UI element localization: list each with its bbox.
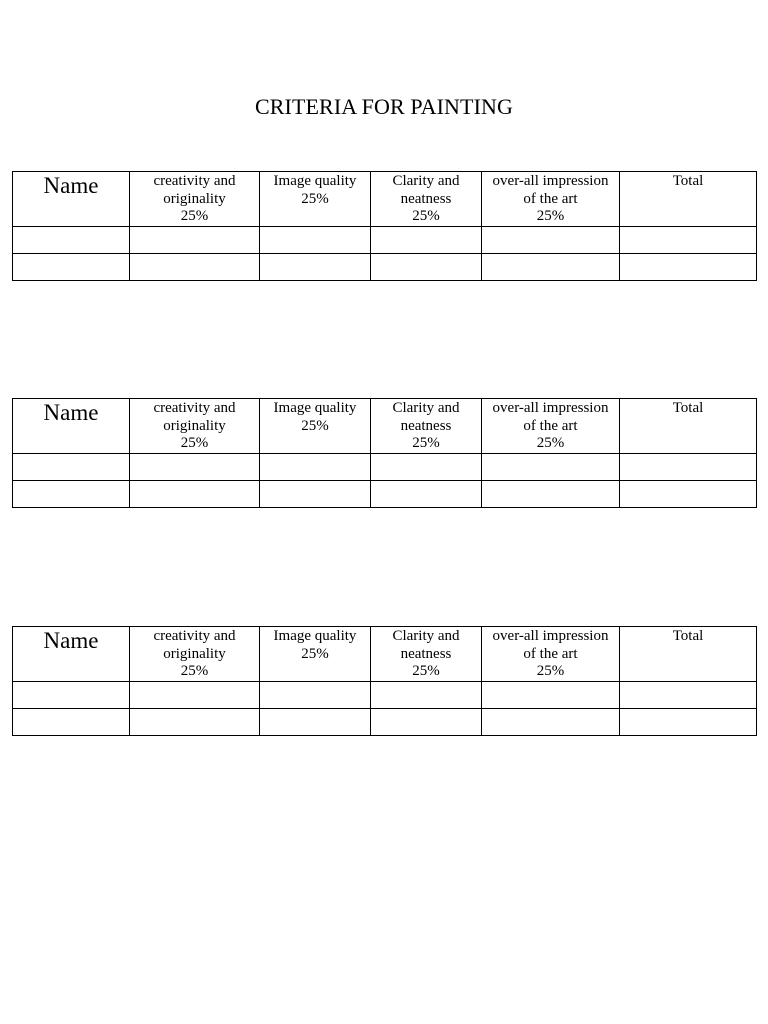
- name-cell[interactable]: [13, 682, 130, 709]
- clarity-cell[interactable]: [371, 682, 482, 709]
- total-cell[interactable]: [620, 682, 757, 709]
- table-row: [13, 682, 757, 709]
- clarity-header: Clarity and neatness 25%: [371, 627, 482, 682]
- header-row: [13, 627, 757, 682]
- impression-cell[interactable]: [482, 709, 620, 736]
- creativity-cell[interactable]: [130, 254, 260, 281]
- header-row: [13, 399, 757, 454]
- name-cell[interactable]: [13, 481, 130, 508]
- image-quality-cell[interactable]: [260, 709, 371, 736]
- total-cell[interactable]: [620, 254, 757, 281]
- creativity-header: creativity and originality 25%: [130, 627, 260, 682]
- name-header: Name: [13, 627, 130, 682]
- name-cell[interactable]: [13, 709, 130, 736]
- header-row: [13, 172, 757, 227]
- image-quality-header: Image quality 25%: [260, 627, 371, 682]
- creativity-cell[interactable]: [130, 227, 260, 254]
- image-quality-cell[interactable]: [260, 227, 371, 254]
- table-row: [13, 454, 757, 481]
- impression-header: over-all impression of the art 25%: [482, 172, 620, 227]
- page-title: CRITERIA FOR PAINTING: [255, 94, 513, 119]
- impression-cell[interactable]: [482, 481, 620, 508]
- name-cell[interactable]: [13, 454, 130, 481]
- clarity-cell[interactable]: [371, 227, 482, 254]
- total-cell[interactable]: [620, 709, 757, 736]
- criteria-table-3: [12, 626, 757, 736]
- total-cell[interactable]: [620, 481, 757, 508]
- image-quality-cell[interactable]: [260, 481, 371, 508]
- impression-cell[interactable]: [482, 254, 620, 281]
- creativity-cell[interactable]: [130, 709, 260, 736]
- total-header: Total: [620, 627, 757, 682]
- image-quality-header: Image quality 25%: [260, 172, 371, 227]
- name-header: Name: [13, 399, 130, 454]
- clarity-cell[interactable]: [371, 454, 482, 481]
- criteria-table-2: [12, 398, 757, 508]
- clarity-cell[interactable]: [371, 481, 482, 508]
- creativity-cell[interactable]: [130, 481, 260, 508]
- table-row: [13, 254, 757, 281]
- clarity-cell[interactable]: [371, 254, 482, 281]
- image-quality-cell[interactable]: [260, 454, 371, 481]
- name-cell[interactable]: [13, 227, 130, 254]
- table-row: [13, 481, 757, 508]
- total-cell[interactable]: [620, 454, 757, 481]
- image-quality-cell[interactable]: [260, 682, 371, 709]
- creativity-cell[interactable]: [130, 682, 260, 709]
- impression-header: over-all impression of the art 25%: [482, 627, 620, 682]
- creativity-header: creativity and originality 25%: [130, 399, 260, 454]
- impression-header: over-all impression of the art 25%: [482, 399, 620, 454]
- table-row: [13, 227, 757, 254]
- total-header: Total: [620, 172, 757, 227]
- image-quality-header: Image quality 25%: [260, 399, 371, 454]
- creativity-cell[interactable]: [130, 454, 260, 481]
- criteria-table-1: [12, 171, 757, 281]
- clarity-header: Clarity and neatness 25%: [371, 399, 482, 454]
- total-header: Total: [620, 399, 757, 454]
- impression-cell[interactable]: [482, 227, 620, 254]
- creativity-header: creativity and originality 25%: [130, 172, 260, 227]
- impression-cell[interactable]: [482, 682, 620, 709]
- impression-cell[interactable]: [482, 454, 620, 481]
- image-quality-cell[interactable]: [260, 254, 371, 281]
- name-cell[interactable]: [13, 254, 130, 281]
- clarity-header: Clarity and neatness 25%: [371, 172, 482, 227]
- name-header: Name: [13, 172, 130, 227]
- total-cell[interactable]: [620, 227, 757, 254]
- clarity-cell[interactable]: [371, 709, 482, 736]
- table-row: [13, 709, 757, 736]
